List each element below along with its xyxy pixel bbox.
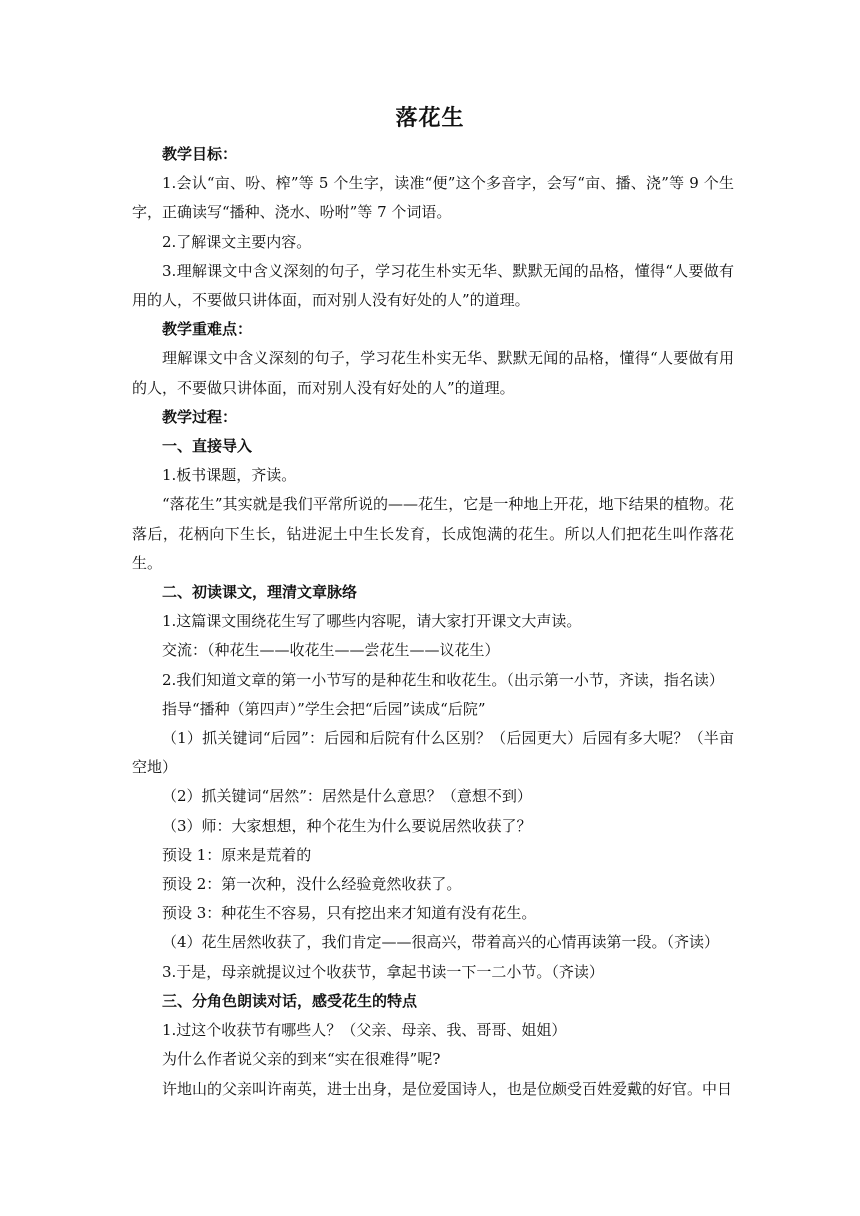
section-heading: 教学目标：	[162, 145, 238, 163]
body-paragraph: “落花生”其实就是我们平常所说的——花生，它是一种地上开花，地下结果的植物。花落后，花柄向下生长，钻进泥土中生长发育，长成饱满的花生。所以人们把花生叫作落花生。	[132, 495, 734, 572]
body-paragraph: （2）抓关键词“居然”：居然是什么意思？（意想不到）	[162, 787, 532, 806]
body-paragraph: 为什么作者说父亲的到来“实在很难得”呢?	[162, 1050, 441, 1069]
section-heading: 三、分角色朗读对话，感受花生的特点	[162, 991, 418, 1010]
body-paragraph: 2.了解课文主要内容。	[162, 232, 312, 251]
body-paragraph: 1.过这个收获节有哪些人？（父亲、母亲、我、哥哥、姐姐）	[162, 1021, 567, 1040]
body-paragraph: （1）抓关键词“后园”：后园和后院有什么区别？（后园更大）后园有多大呢？（半亩空地）	[132, 729, 734, 777]
body-paragraph: 指导“播种（第四声）”学生会把“后园”读成“后院”	[162, 699, 486, 718]
body-paragraph: 预设 3：种花生不容易，只有挖出来才知道有没有花生。	[162, 904, 537, 923]
body-paragraph: 1.这篇课文围绕花生写了哪些内容呢，请大家打开课文大声读。	[162, 612, 582, 631]
body-paragraph: 理解课文中含义深刻的句子，学习花生朴实无华、默默无闻的品格，懂得“人要做有用的人，不要做只讲体面，而对别人没有好处的人”的道理。	[132, 349, 734, 397]
body-paragraph: 交流：（种花生——收花生——尝花生——议花生）	[162, 641, 500, 660]
section-heading: 教学重难点：	[162, 320, 253, 339]
document-title: 落花生	[395, 106, 465, 131]
section-heading: 教学过程：	[162, 407, 238, 426]
body-paragraph: 2.我们知道文章的第一小节写的是种花生和收花生。（出示第一小节，齐读，指名读）	[162, 670, 724, 689]
document-body	[132, 140, 734, 1104]
body-paragraph: 3.理解课文中含义深刻的句子，学习花生朴实无华、默默无闻的品格，懂得“人要做有用的人，不要做只讲体面，而对别人没有好处的人”的道理。	[132, 261, 734, 310]
body-paragraph: （3）师：大家想想，种个花生为什么要说居然收获了？	[162, 816, 532, 835]
body-paragraph: 预设 2：第一次种，没什么经验竟然收获了。	[162, 875, 462, 894]
body-paragraph: （4）花生居然收获了，我们肯定——很高兴，带着高兴的心情再读第一段。（齐读）	[162, 933, 720, 952]
section-heading: 二、初读课文，理清文章脉络	[162, 583, 358, 602]
section-heading: 一、直接导入	[162, 437, 253, 456]
body-paragraph: 1.板书课题，齐读。	[162, 466, 297, 485]
body-paragraph: 许地山的父亲叫许南英，进士出身，是位爱国诗人，也是位颇受百姓爱戴的好官。中日	[162, 1079, 733, 1098]
body-paragraph: 1.会认“亩、吩、榨”等 5 个生字，读准“便”这个多音字，会写“亩、播、浇”等 9 个生字，正确读写“播种、浇水、吩咐”等 7 个词语。	[132, 174, 734, 222]
body-paragraph: 3.于是，母亲就提议过个收获节，拿起书读一下一二小节。（齐读）	[162, 962, 604, 981]
body-paragraph: 预设 1：原来是荒着的	[162, 845, 312, 864]
